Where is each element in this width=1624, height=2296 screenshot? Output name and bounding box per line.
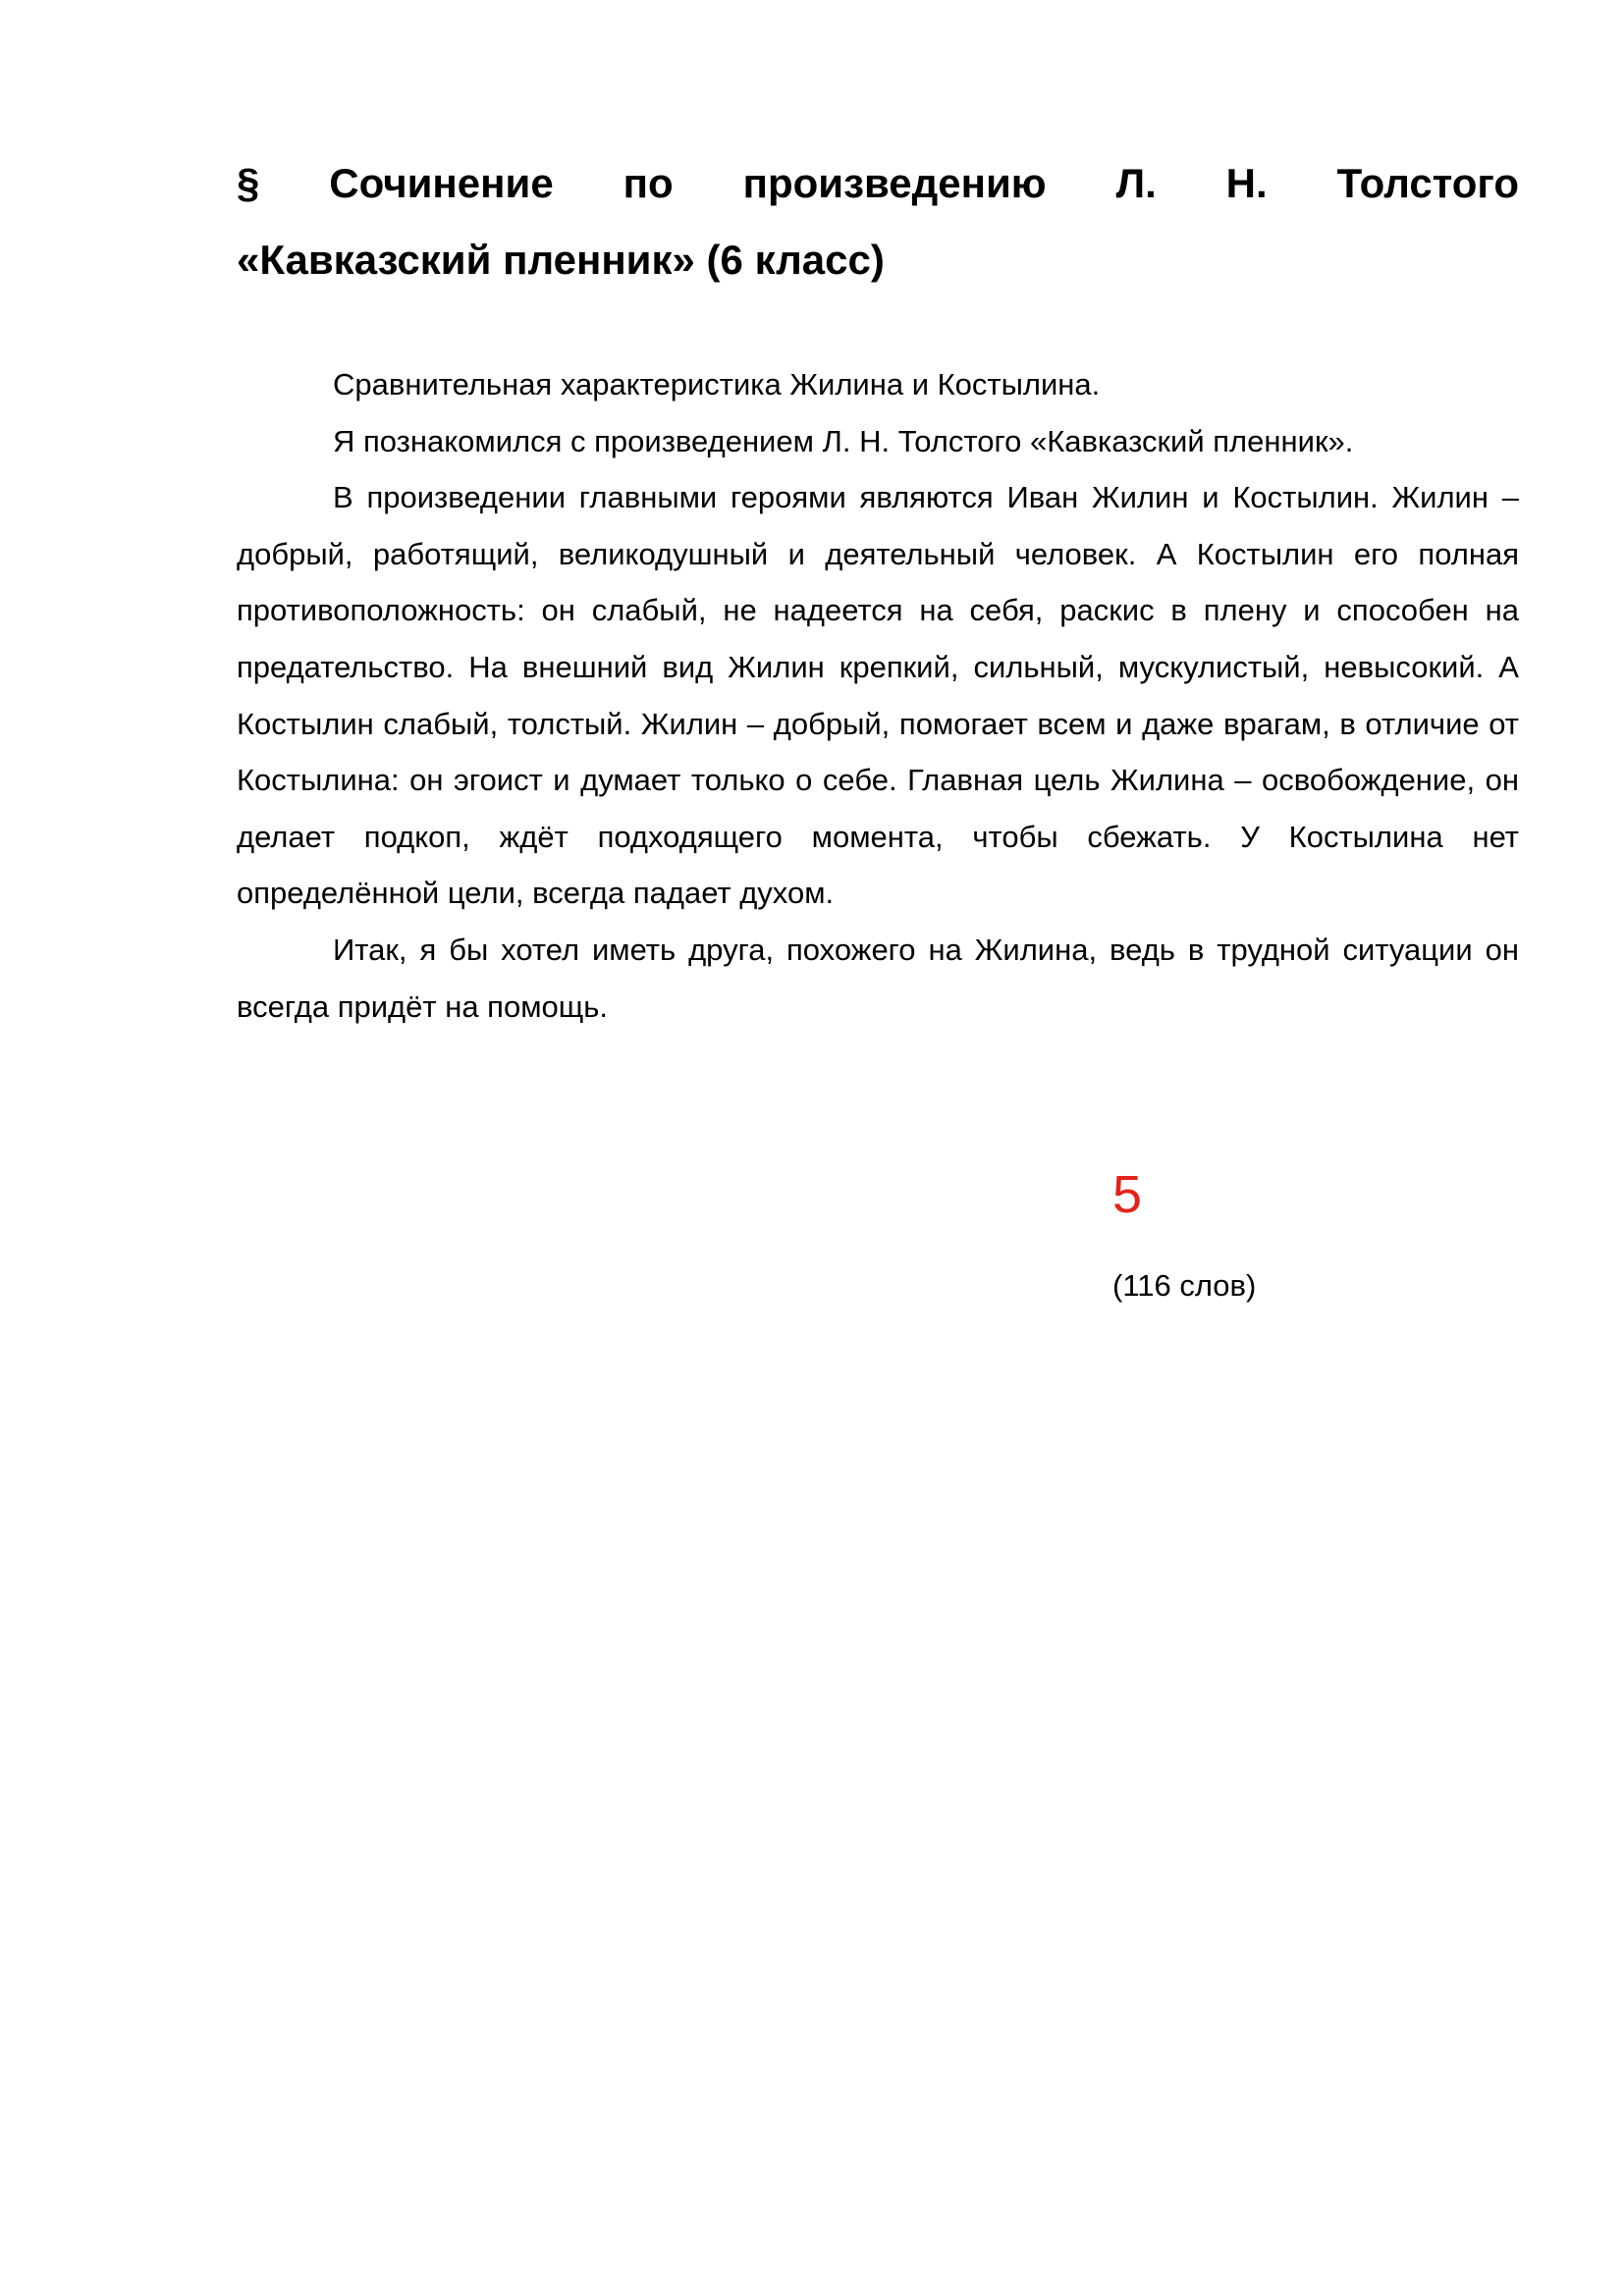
essay-title <box>237 145 1519 298</box>
essay-intro-paragraph: Я познакомился с произведением Л. Н. Толстого «Кавказский пленник». <box>333 423 1354 458</box>
essay-body <box>237 356 1519 1035</box>
essay-subtitle-paragraph: Сравнительная характеристика Жилина и Костылина. <box>333 367 1101 401</box>
essay-title-line-1: § Сочинение по произведению Л. Н. Толстого <box>237 160 1519 206</box>
word-count: (116 слов) <box>1112 1268 1257 1303</box>
essay-main-paragraph: В произведении главными героями являются Иван Жилин и Костылин. Жилин – добрый, работящий, великодушный и деятельный человек. А Костылин его полная противоположность: он слабый, не надеется на себя, раскис в плену и способен на предательство. На внешний вид Жилин крепкий, сильный, мускулистый, невысокий. А Костылин слабый, толстый. Жилин – добрый, помогает всем и даже врагам, в отличие от Костылина: он эгоист и думает только о себе. Главная цель Жилина – освобождение, он делает подкоп, ждёт подходящего момента, чтобы сбежать. У Костылина нет определённой цели, всегда падает духом. <box>237 480 1519 911</box>
essay-title-line-2: «Кавказский пленник» (6 класс) <box>237 237 885 283</box>
grade-mark: 5 <box>1112 1165 1143 1224</box>
essay-conclusion-paragraph: Итак, я бы хотел иметь друга, похожего на Жилина, ведь в трудной ситуации он всегда придёт на помощь. <box>237 932 1519 1024</box>
